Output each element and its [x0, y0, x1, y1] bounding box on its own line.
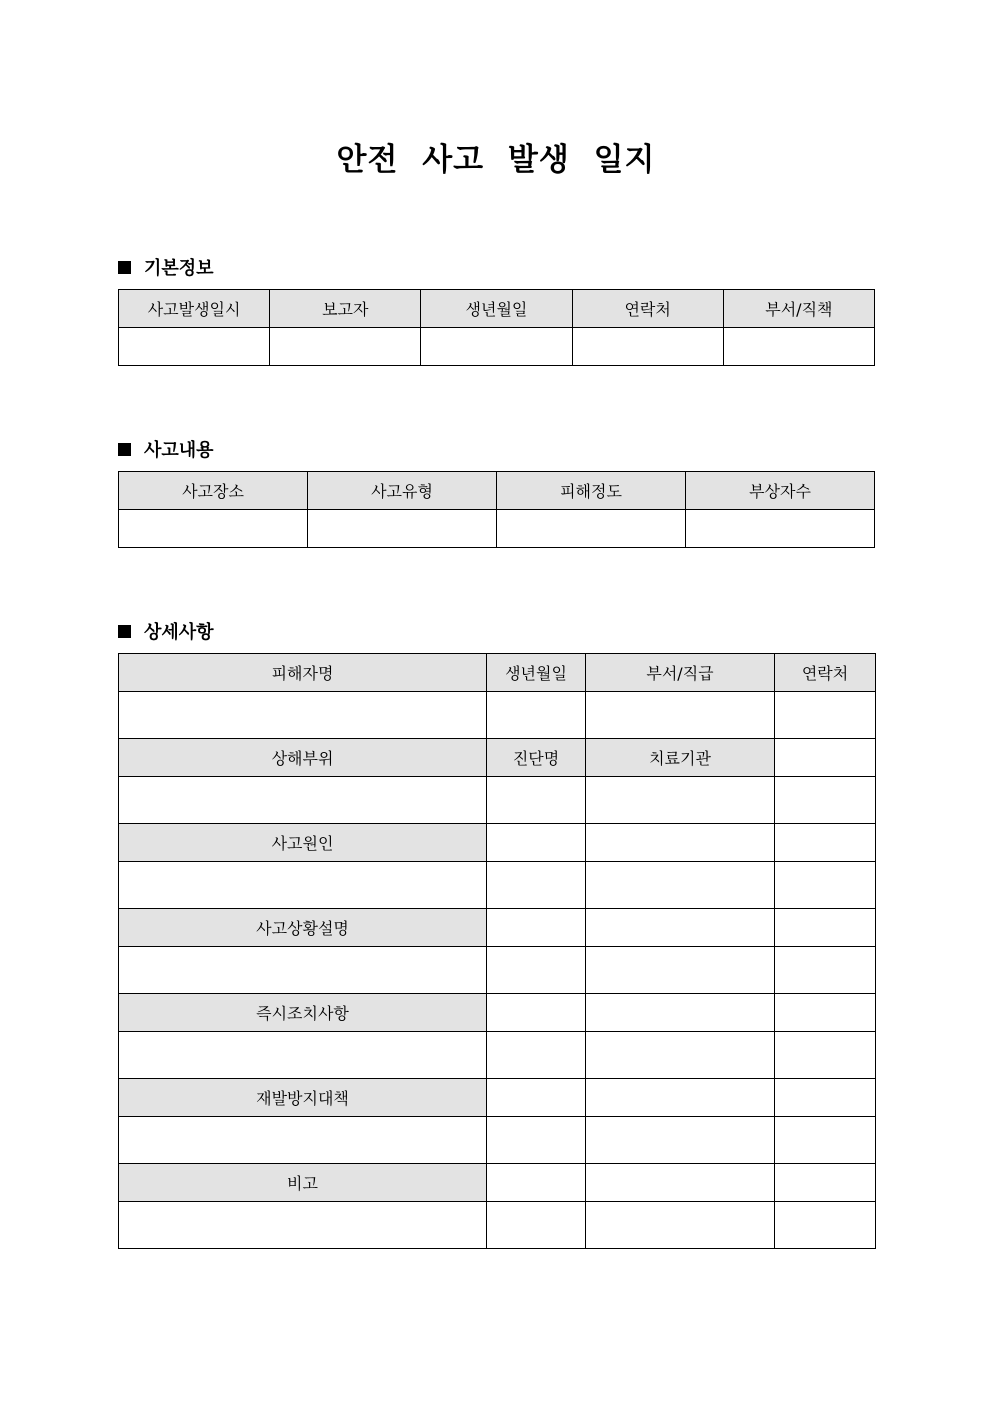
square-bullet-icon — [118, 443, 131, 456]
input-cell-treatment-facility[interactable] — [586, 777, 775, 824]
input-cell-department-position[interactable] — [723, 328, 874, 366]
input-cell[interactable] — [775, 824, 876, 862]
input-cell[interactable] — [775, 1117, 876, 1164]
header-cell-prevention-measures: 재발방지대책 — [119, 1079, 487, 1117]
input-cell[interactable] — [586, 1117, 775, 1164]
input-cell[interactable] — [586, 824, 775, 862]
input-cell[interactable] — [586, 1164, 775, 1202]
square-bullet-icon — [118, 625, 131, 638]
header-cell-accident-datetime: 사고발생일시 — [119, 290, 270, 328]
input-cell-department-rank[interactable] — [586, 692, 775, 739]
input-cell[interactable] — [775, 1202, 876, 1249]
header-cell-treatment-facility: 치료기관 — [586, 739, 775, 777]
header-cell-birthdate: 생년월일 — [487, 654, 586, 692]
page-title: 안전 사고 발생 일지 — [336, 142, 656, 178]
input-cell-location[interactable] — [119, 510, 308, 548]
input-cell[interactable] — [775, 947, 876, 994]
section-heading-details — [118, 618, 214, 644]
header-cell-department-rank: 부서/직급 — [586, 654, 775, 692]
details-table — [118, 653, 876, 1249]
input-cell[interactable] — [775, 739, 876, 777]
input-cell[interactable] — [775, 1032, 876, 1079]
header-cell-cause: 사고원인 — [119, 824, 487, 862]
input-cell[interactable] — [586, 1032, 775, 1079]
input-cell-cause[interactable] — [119, 862, 487, 909]
input-cell[interactable] — [775, 1079, 876, 1117]
header-cell-accident-type: 사고유형 — [308, 472, 497, 510]
input-cell[interactable] — [586, 947, 775, 994]
header-cell-situation-description: 사고상황설명 — [119, 909, 487, 947]
input-cell[interactable] — [775, 994, 876, 1032]
input-cell[interactable] — [775, 909, 876, 947]
header-cell-reporter: 보고자 — [270, 290, 421, 328]
input-cell[interactable] — [586, 1079, 775, 1117]
input-cell-reporter[interactable] — [270, 328, 421, 366]
input-cell[interactable] — [487, 1117, 586, 1164]
basic-info-table — [118, 289, 875, 366]
input-cell[interactable] — [586, 994, 775, 1032]
input-cell-damage-level[interactable] — [497, 510, 686, 548]
input-cell-contact[interactable] — [572, 328, 723, 366]
section-heading-label: 기본정보 — [144, 258, 214, 279]
input-cell[interactable] — [487, 909, 586, 947]
input-cell[interactable] — [487, 947, 586, 994]
section-heading-label: 사고내용 — [144, 440, 214, 461]
input-cell-injured-count[interactable] — [686, 510, 875, 548]
input-cell[interactable] — [487, 862, 586, 909]
input-cell-victim-name[interactable] — [119, 692, 487, 739]
input-cell[interactable] — [586, 909, 775, 947]
section-heading-label: 상세사항 — [144, 622, 214, 643]
input-cell-accident-type[interactable] — [308, 510, 497, 548]
input-cell-accident-datetime[interactable] — [119, 328, 270, 366]
input-cell-contact[interactable] — [775, 692, 876, 739]
header-cell-damage-level: 피해정도 — [497, 472, 686, 510]
header-cell-birthdate: 생년월일 — [421, 290, 572, 328]
input-cell[interactable] — [586, 1202, 775, 1249]
header-cell-contact: 연락처 — [775, 654, 876, 692]
input-cell[interactable] — [487, 1032, 586, 1079]
input-cell[interactable] — [775, 862, 876, 909]
input-cell-remarks[interactable] — [119, 1202, 487, 1249]
input-cell[interactable] — [775, 1164, 876, 1202]
input-cell-situation-description[interactable] — [119, 947, 487, 994]
input-cell[interactable] — [487, 994, 586, 1032]
input-cell[interactable] — [586, 862, 775, 909]
header-cell-victim-name: 피해자명 — [119, 654, 487, 692]
header-cell-remarks: 비고 — [119, 1164, 487, 1202]
header-cell-contact: 연락처 — [572, 290, 723, 328]
input-cell-birthdate[interactable] — [421, 328, 572, 366]
header-cell-diagnosis: 진단명 — [487, 739, 586, 777]
accident-table — [118, 471, 875, 548]
header-cell-injured-count: 부상자수 — [686, 472, 875, 510]
input-cell-birthdate[interactable] — [487, 692, 586, 739]
input-cell-prevention-measures[interactable] — [119, 1117, 487, 1164]
input-cell[interactable] — [487, 1079, 586, 1117]
header-cell-immediate-action: 즉시조치사항 — [119, 994, 487, 1032]
section-heading-basic-info — [118, 254, 214, 280]
input-cell[interactable] — [487, 1164, 586, 1202]
header-cell-location: 사고장소 — [119, 472, 308, 510]
input-cell-immediate-action[interactable] — [119, 1032, 487, 1079]
header-cell-injury-area: 상해부위 — [119, 739, 487, 777]
square-bullet-icon — [118, 261, 131, 274]
section-heading-accident — [118, 436, 214, 462]
input-cell-diagnosis[interactable] — [487, 777, 586, 824]
input-cell[interactable] — [775, 777, 876, 824]
input-cell[interactable] — [487, 824, 586, 862]
input-cell[interactable] — [487, 1202, 586, 1249]
header-cell-department-position: 부서/직책 — [723, 290, 874, 328]
input-cell-injury-area[interactable] — [119, 777, 487, 824]
